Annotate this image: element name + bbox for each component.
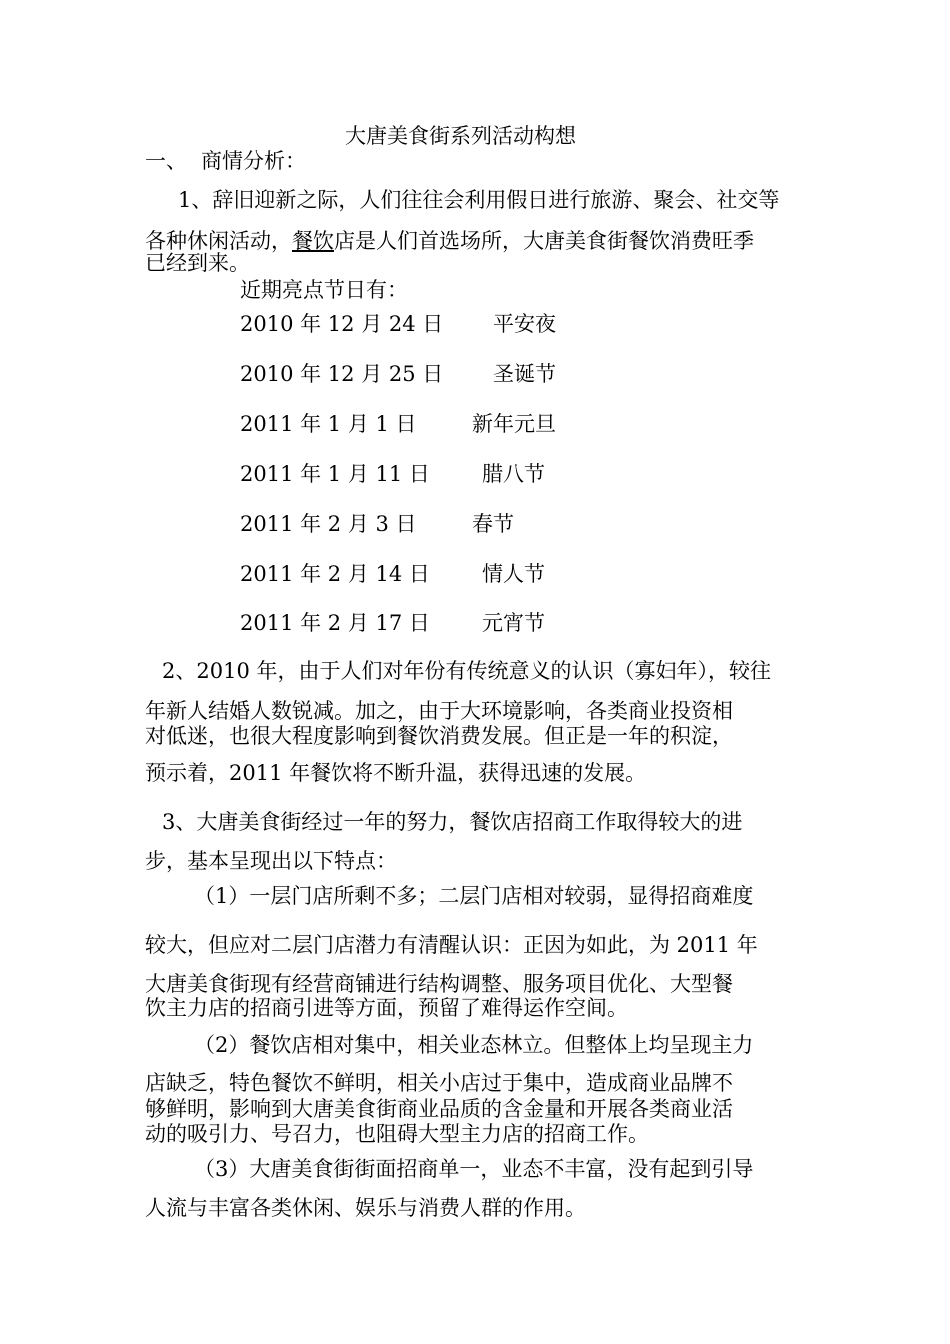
holidays-intro: 近期亮点节日有： <box>240 278 408 302</box>
item-2-line-4: 动的吸引力、号召力，也阻碍大型主力店的招商工作。 <box>145 1122 649 1146</box>
paragraph-3-line-2: 步，基本呈现出以下特点： <box>145 849 397 873</box>
holiday-date: 2011 年 2 月 3 日 <box>240 512 417 536</box>
holiday-name: 腊八节 <box>482 462 545 486</box>
document-title: 大唐美食街系列活动构想 <box>345 124 576 148</box>
holiday-name: 情人节 <box>482 562 545 586</box>
holiday-date: 2010 年 12 月 24 日 <box>240 312 444 336</box>
item-3-line-2: 人流与丰富各类休闲、娱乐与消费人群的作用。 <box>145 1196 586 1220</box>
item-2-line-3: 够鲜明，影响到大唐美食街商业品质的含金量和开展各类商业活 <box>145 1097 733 1121</box>
holiday-date: 2011 年 2 月 14 日 <box>240 562 430 586</box>
holiday-name: 元宵节 <box>482 611 545 635</box>
paragraph-2-line-3: 对低迷，也很大程度影响到餐饮消费发展。但正是一年的积淀， <box>145 724 733 748</box>
paragraph-1-line-2-start: 各种休闲活动， <box>145 229 292 253</box>
item-1-line-4: 饮主力店的招商引进等方面，预留了难得运作空间。 <box>145 996 628 1020</box>
item-2-line-2: 店缺乏，特色餐饮不鲜明，相关小店过于集中，造成商业品牌不 <box>145 1071 733 1095</box>
holiday-name: 新年元旦 <box>472 412 556 436</box>
section-number: 一、 <box>145 149 187 173</box>
item-1-line-3: 大唐美食街现有经营商铺进行结构调整、服务项目优化、大型餐 <box>145 972 733 996</box>
section-heading: 商情分析： <box>201 149 306 173</box>
underlined-term: 餐饮 <box>292 229 334 253</box>
item-3-line-1: （3）大唐美食街街面招商单一，业态不丰富，没有起到引导 <box>194 1157 754 1181</box>
paragraph-1-line-3: 已经到来。 <box>145 251 250 275</box>
paragraph-2-line-1: 2、2010 年，由于人们对年份有传统意义的认识（寡妇年），较往 <box>162 659 771 683</box>
paragraph-2-line-4: 预示着，2011 年餐饮将不断升温，获得迅速的发展。 <box>145 761 647 785</box>
holiday-name: 春节 <box>472 512 514 536</box>
holiday-name: 平安夜 <box>493 312 556 336</box>
item-2-line-1: （2）餐饮店相对集中，相关业态林立。但整体上均呈现主力 <box>194 1033 754 1057</box>
holiday-date: 2011 年 2 月 17 日 <box>240 611 430 635</box>
holiday-date: 2011 年 1 月 11 日 <box>240 462 430 486</box>
holiday-name: 圣诞节 <box>493 362 556 386</box>
paragraph-2-line-2: 年新人结婚人数锐减。加之，由于大环境影响，各类商业投资相 <box>145 699 733 723</box>
item-1-line-1: （1）一层门店所剩不多；二层门店相对较弱，显得招商难度 <box>194 884 754 908</box>
item-1-line-2: 较大，但应对二层门店潜力有清醒认识：正因为如此，为 2011 年 <box>145 933 758 957</box>
holiday-date: 2010 年 12 月 25 日 <box>240 362 444 386</box>
paragraph-1-line-1: 1、辞旧迎新之际，人们往往会利用假日进行旅游、聚会、社交等 <box>178 188 780 212</box>
paragraph-1-line-2-end: 店是人们首选场所，大唐美食街餐饮消费旺季 <box>334 229 754 253</box>
paragraph-3-line-1: 3、大唐美食街经过一年的努力，餐饮店招商工作取得较大的进 <box>162 810 743 834</box>
holiday-date: 2011 年 1 月 1 日 <box>240 412 417 436</box>
